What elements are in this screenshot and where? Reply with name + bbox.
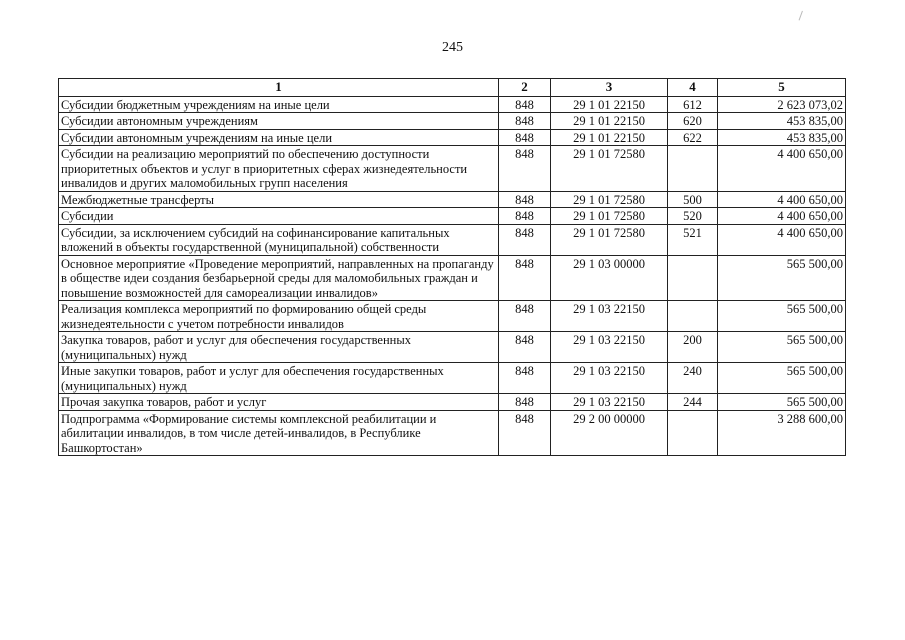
row-target-cell: 29 1 01 22150 xyxy=(551,129,668,146)
budget-table xyxy=(58,78,846,456)
row-name-cell: Подпрограмма «Формирование системы комплексной реабилитации и абилитации инвалидов, в том числе детей-инвалидов, в Республике Башкортостан» xyxy=(59,410,499,456)
table-row xyxy=(59,394,846,411)
row-code-cell: 848 xyxy=(499,394,551,411)
row-type-cell: 500 xyxy=(668,191,718,208)
row-code-cell: 848 xyxy=(499,224,551,255)
row-code-cell: 848 xyxy=(499,129,551,146)
row-type-cell xyxy=(668,410,718,456)
row-amount-cell: 565 500,00 xyxy=(718,255,846,301)
row-code-cell: 848 xyxy=(499,191,551,208)
page-number: 245 xyxy=(442,40,463,55)
row-type-cell: 612 xyxy=(668,96,718,113)
row-target-cell: 29 1 01 22150 xyxy=(551,96,668,113)
row-name-cell: Основное мероприятие «Проведение мероприятий, направленных на пропаганду в обществе идеи создания безбарьерной среды для маломобильных граждан и повышение возможностей для самореализации инвалидов» xyxy=(59,255,499,301)
row-amount-cell: 4 400 650,00 xyxy=(718,224,846,255)
row-name-cell: Субсидии автономным учреждениям xyxy=(59,113,499,130)
row-type-cell xyxy=(668,255,718,301)
row-amount-cell: 2 623 073,02 xyxy=(718,96,846,113)
row-type-cell xyxy=(668,146,718,192)
table-row xyxy=(59,332,846,363)
scan-mark xyxy=(799,11,811,23)
row-type-cell: 200 xyxy=(668,332,718,363)
row-amount-cell: 565 500,00 xyxy=(718,394,846,411)
row-name-cell: Прочая закупка товаров, работ и услуг xyxy=(59,394,499,411)
row-type-cell: 520 xyxy=(668,208,718,225)
row-target-cell: 29 1 03 00000 xyxy=(551,255,668,301)
row-name-cell: Субсидии бюджетным учреждениям на иные цели xyxy=(59,96,499,113)
column-header: 4 xyxy=(668,79,718,97)
row-type-cell: 521 xyxy=(668,224,718,255)
column-header: 1 xyxy=(59,79,499,97)
table-row xyxy=(59,363,846,394)
row-code-cell: 848 xyxy=(499,301,551,332)
row-type-cell: 240 xyxy=(668,363,718,394)
row-code-cell: 848 xyxy=(499,146,551,192)
row-code-cell: 848 xyxy=(499,410,551,456)
table-row xyxy=(59,146,846,192)
row-name-cell: Иные закупки товаров, работ и услуг для обеспечения государственных (муниципальных) нужд xyxy=(59,363,499,394)
row-type-cell: 622 xyxy=(668,129,718,146)
row-target-cell: 29 1 01 22150 xyxy=(551,113,668,130)
table-row xyxy=(59,410,846,456)
row-amount-cell: 3 288 600,00 xyxy=(718,410,846,456)
row-name-cell: Закупка товаров, работ и услуг для обеспечения государственных (муниципальных) нужд xyxy=(59,332,499,363)
column-header: 3 xyxy=(551,79,668,97)
table-row xyxy=(59,96,846,113)
row-amount-cell: 565 500,00 xyxy=(718,332,846,363)
row-target-cell: 29 1 03 22150 xyxy=(551,301,668,332)
row-type-cell: 620 xyxy=(668,113,718,130)
row-name-cell: Реализация комплекса мероприятий по формированию общей среды жизнедеятельности с учетом потребности инвалидов xyxy=(59,301,499,332)
row-target-cell: 29 1 01 72580 xyxy=(551,191,668,208)
row-amount-cell: 4 400 650,00 xyxy=(718,146,846,192)
row-name-cell: Межбюджетные трансферты xyxy=(59,191,499,208)
row-amount-cell: 565 500,00 xyxy=(718,301,846,332)
table-row xyxy=(59,255,846,301)
row-target-cell: 29 1 03 22150 xyxy=(551,332,668,363)
row-amount-cell: 453 835,00 xyxy=(718,129,846,146)
row-code-cell: 848 xyxy=(499,113,551,130)
row-amount-cell: 4 400 650,00 xyxy=(718,191,846,208)
row-target-cell: 29 1 01 72580 xyxy=(551,146,668,192)
table-header-row xyxy=(59,79,846,97)
row-target-cell: 29 1 01 72580 xyxy=(551,224,668,255)
row-name-cell: Субсидии, за исключением субсидий на софинансирование капитальных вложений в объекты государственной (муниципальной) собственности xyxy=(59,224,499,255)
table-row xyxy=(59,224,846,255)
column-header: 2 xyxy=(499,79,551,97)
table-row xyxy=(59,113,846,130)
table-row xyxy=(59,191,846,208)
row-amount-cell: 4 400 650,00 xyxy=(718,208,846,225)
row-target-cell: 29 1 03 22150 xyxy=(551,394,668,411)
row-target-cell: 29 1 03 22150 xyxy=(551,363,668,394)
row-name-cell: Субсидии xyxy=(59,208,499,225)
row-type-cell: 244 xyxy=(668,394,718,411)
row-code-cell: 848 xyxy=(499,363,551,394)
column-header: 5 xyxy=(718,79,846,97)
row-name-cell: Субсидии на реализацию мероприятий по обеспечению доступности приоритетных объектов и услуг в приоритетных сферах жизнедеятельности инвалидов и других маломобильных групп населения xyxy=(59,146,499,192)
row-amount-cell: 565 500,00 xyxy=(718,363,846,394)
row-code-cell: 848 xyxy=(499,96,551,113)
row-name-cell: Субсидии автономным учреждениям на иные цели xyxy=(59,129,499,146)
row-code-cell: 848 xyxy=(499,332,551,363)
table-row xyxy=(59,301,846,332)
table-body xyxy=(59,96,846,456)
row-target-cell: 29 1 01 72580 xyxy=(551,208,668,225)
table-row xyxy=(59,208,846,225)
row-code-cell: 848 xyxy=(499,255,551,301)
row-code-cell: 848 xyxy=(499,208,551,225)
row-type-cell xyxy=(668,301,718,332)
row-target-cell: 29 2 00 00000 xyxy=(551,410,668,456)
row-amount-cell: 453 835,00 xyxy=(718,113,846,130)
table-row xyxy=(59,129,846,146)
